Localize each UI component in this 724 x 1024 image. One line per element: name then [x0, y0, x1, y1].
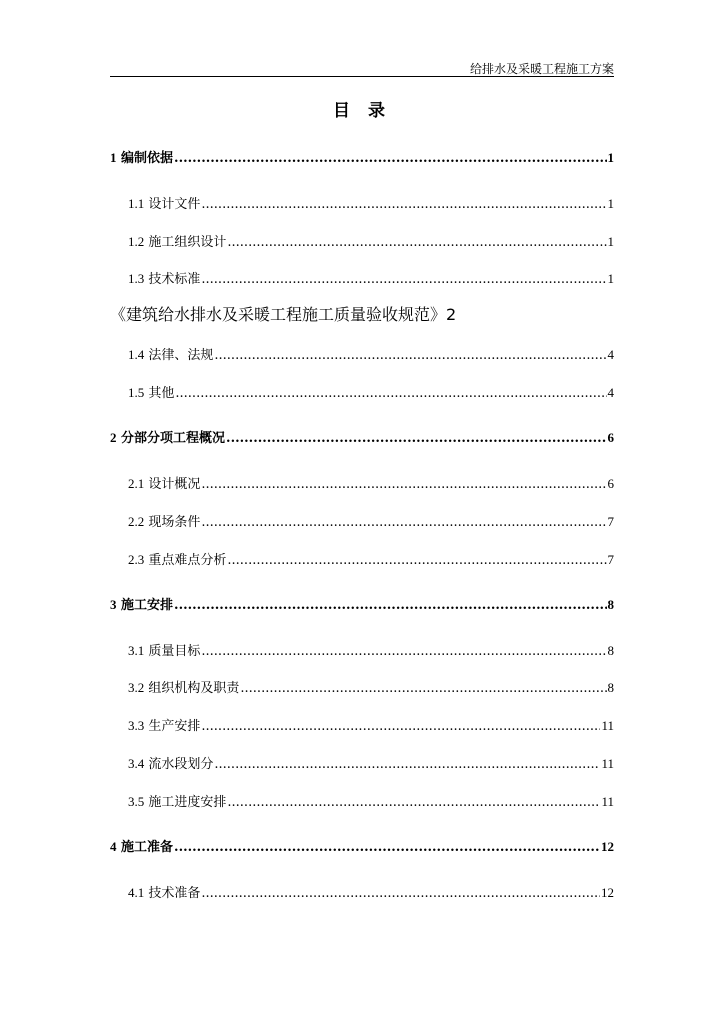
toc-entry-page: 1 [607, 271, 614, 286]
toc-entry-3-5[interactable] [128, 791, 614, 810]
toc-entry-number: 3 [110, 597, 117, 612]
toc-entry-page: 8 [607, 597, 614, 612]
toc-entry-text: 流水段划分 [148, 757, 214, 772]
toc-entry-1-5[interactable] [128, 382, 614, 401]
toc-entry-text: 生产安排 [148, 719, 201, 734]
toc-entry-1-2[interactable] [128, 231, 614, 250]
toc-entry-3-4[interactable] [128, 753, 614, 772]
dot-leader [174, 840, 600, 855]
dot-leader [174, 598, 606, 613]
toc-entry-page: 8 [607, 643, 614, 658]
dot-leader [227, 553, 606, 568]
dot-leader [175, 386, 606, 401]
toc-entry-page: 6 [607, 476, 614, 491]
toc-entry-number: 2.2 [128, 514, 145, 529]
toc-entry-1[interactable] [110, 147, 614, 166]
dot-leader [201, 719, 600, 734]
toc-entry-page: 4 [607, 347, 614, 362]
toc-entry-number: 1.2 [128, 234, 145, 249]
dot-leader [201, 515, 606, 530]
toc-entry-2-3[interactable] [128, 549, 614, 568]
toc-entry-1-4[interactable] [128, 344, 614, 363]
toc-entry-number: 1.4 [128, 347, 145, 362]
toc-entry-number: 1.5 [128, 385, 145, 400]
toc-entry-page: 7 [607, 514, 614, 529]
toc-entry-number: 2 [110, 430, 117, 445]
toc-entry-text: 法律、法规 [148, 348, 214, 363]
toc-entry-text: 重点难点分析 [148, 553, 227, 568]
running-header: 给排水及采暖工程施工方案 [469, 62, 614, 76]
toc-entry-number: 1.1 [128, 196, 145, 211]
toc-entry-page: 8 [607, 680, 614, 695]
dot-leader [201, 477, 606, 492]
toc-entry-text: 施工准备 [121, 840, 174, 855]
toc-entry-number: 2.1 [128, 476, 145, 491]
toc-entry-page: 12 [601, 885, 614, 900]
toc-entry-page: 12 [601, 839, 614, 854]
toc-entry-text: 施工安排 [121, 598, 174, 613]
toc-entry-page: 7 [607, 552, 614, 567]
toc-entry-number: 4.1 [128, 885, 145, 900]
toc-entry-number: 3.1 [128, 643, 145, 658]
dot-leader [201, 886, 600, 901]
toc-entry-text: 编制依据 [121, 151, 174, 166]
toc-entry-page: 11 [601, 718, 614, 733]
toc-entry-page: 6 [607, 430, 614, 445]
dot-leader [227, 795, 600, 810]
dot-leader [174, 151, 606, 166]
toc-entry-number: 1.3 [128, 271, 145, 286]
dot-leader [201, 272, 606, 287]
dot-leader [201, 644, 606, 659]
toc-entry-number: 3.3 [128, 718, 145, 733]
toc-entry-text: 设计文件 [148, 197, 201, 212]
toc-entry-text: 设计概况 [148, 477, 201, 492]
header-divider [110, 76, 614, 77]
toc-entry-text: 施工进度安排 [148, 795, 227, 810]
toc-entry-page: 1 [607, 150, 614, 165]
toc-entry-number: 4 [110, 839, 117, 854]
toc-entry-number: 3.2 [128, 680, 145, 695]
toc-entry-number: 2.3 [128, 552, 145, 567]
toc-entry-page: 4 [607, 385, 614, 400]
toc-title: 目 录 [333, 101, 391, 121]
toc-entry-3-2[interactable] [128, 677, 614, 696]
toc-entry-3[interactable] [110, 594, 614, 613]
dot-leader [214, 757, 600, 772]
toc-entry-2[interactable] [110, 427, 614, 446]
toc-entry-number: 1 [110, 150, 117, 165]
toc-entry-text: 现场条件 [148, 515, 201, 530]
toc-entry-3-3[interactable] [128, 715, 614, 734]
dot-leader [240, 681, 606, 696]
toc-entry-page: 1 [607, 234, 614, 249]
dot-leader [227, 235, 606, 250]
toc-entry-text: 技术标准 [148, 272, 201, 287]
toc-entry-text: 技术准备 [148, 886, 201, 901]
toc-entry-2-2[interactable] [128, 511, 614, 530]
toc-entry-1-1[interactable] [128, 193, 614, 212]
toc-entry-4[interactable] [110, 836, 614, 855]
dot-leader [214, 348, 606, 363]
toc-entry-text: 施工组织设计 [148, 235, 227, 250]
toc-entry-1-3[interactable] [128, 268, 614, 287]
toc-entry-page: 11 [601, 794, 614, 809]
standard-reference: 《建筑给水排水及采暖工程施工质量验收规范》2 [110, 305, 457, 324]
toc-entry-text: 分部分项工程概况 [121, 431, 226, 446]
toc-entry-page: 11 [601, 756, 614, 771]
dot-leader [201, 197, 606, 212]
toc-entry-4-1[interactable] [128, 882, 614, 901]
toc-entry-text: 其他 [148, 386, 175, 401]
toc-entry-page: 1 [607, 196, 614, 211]
toc-entry-text: 质量目标 [148, 644, 201, 659]
toc-entry-number: 3.5 [128, 794, 145, 809]
dot-leader [226, 431, 606, 446]
toc-entry-2-1[interactable] [128, 473, 614, 492]
toc-entry-3-1[interactable] [128, 640, 614, 659]
toc-entry-number: 3.4 [128, 756, 145, 771]
toc-entry-text: 组织机构及职责 [148, 681, 240, 696]
